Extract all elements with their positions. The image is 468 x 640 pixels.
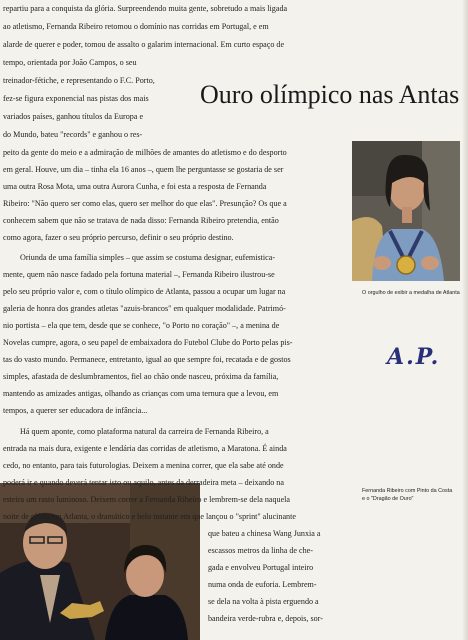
text-line: esteira um rasto luminoso. Deixem correr a Fernanda Ribeiro e lembrem-se dela naquela <box>3 495 290 504</box>
athlete-medal-photo <box>352 141 460 281</box>
signature-logo: A.P. <box>387 344 441 370</box>
text-line: escassos metros da linha de che- <box>208 546 313 555</box>
text-line: uma outra Rosa Mota, uma outra Aurora Cunha, e foi esta a resposta de Fernanda <box>3 182 267 191</box>
text-line: pelo seu próprio valor e, com o título olímpico de Atlanta, passou a ocupar um lugar na <box>3 287 286 296</box>
caption-bottom-2: e o "Dragão de Ouro" <box>362 496 414 502</box>
text-line: tas do vasto mundo. Permanece, entretanto, igual ao que sempre foi, recatada e de gostos <box>3 355 291 364</box>
text-line: conhecem sabem que não se tratava de nada disso: Fernanda Ribeiro pretendia, então <box>3 216 279 225</box>
text-line: noite de glória em Atlanta, o dramático e belo instante em que lançou o "sprint" alucinante <box>3 512 296 521</box>
text-line: mente, quem não nasce fadado pela fortuna material –, Fernanda Ribeiro ilustrou-se <box>3 270 275 279</box>
text-line: que bateu a chinesa Wang Junxia a <box>208 529 321 538</box>
text-line: repartiu para a conquista da glória. Surpreendendo muita gente, sobretudo a mais ligada <box>3 4 288 13</box>
text-line: fez-se figura exponencial nas pistas dos mais <box>3 94 149 103</box>
page-edge <box>462 0 468 640</box>
text-line: alarde de querer e poder, tomou de assalto o galarim internacional. Em curto espaço de <box>3 40 285 49</box>
text-line: poderá ir e quando deverá tentar isto ou aquilo, antes da derradeira meta – deixando na <box>3 478 284 487</box>
text-line: Ribeiro: "Não quero ser como elas, quero ser melhor do que elas". Presunção? Os que a <box>3 199 287 208</box>
text-line: ao atletismo, Fernanda Ribeiro retomou o domínio nas corridas em Portugal, e em <box>3 22 269 31</box>
text-line: peito da gente do meio e a admiração de milhões de amantes do atletismo e do desporto <box>3 148 287 157</box>
text-line: numa onda de euforia. Lembrem- <box>208 580 317 589</box>
text-line: gada e envolveu Portugal inteiro <box>208 563 314 572</box>
text-line: Novelas cumpre, agora, o seu papel de embaixadora do Futebol Clube do Porto pelas pis- <box>3 338 293 347</box>
headline: Ouro olímpico nas Antas <box>200 80 460 109</box>
text-line: Há quem aponte, como plataforma natural da carreira de Fernanda Ribeiro, a <box>20 427 269 436</box>
text-line: simples, afastada de deslumbramentos, fiel ao chão onde nasceu, próxima da família, <box>3 372 279 381</box>
caption-top: O orgulho de exibir a medalha de Atlanta <box>362 290 460 296</box>
text-line: em geral. Houve, um dia – tinha ela 16 anos –, quem lhe perguntasse se gostaria de ser <box>3 165 284 174</box>
text-line: tempo, orientada por João Campos, o seu <box>3 58 137 67</box>
text-line: galeria de honra dos grandes atletas "azuis-brancos" em qualquer modalidade. Patrimó- <box>3 304 286 313</box>
text-line: como agora, fazer o seu próprio percurso, definir o seu próprio destino. <box>3 233 234 242</box>
text-line: variados países, ganhou títulos da Europa e <box>3 112 144 121</box>
text-line: Oriunda de uma família simples – que assim se costuma designar, eufemistica- <box>20 253 276 262</box>
text-line: treinador-fétiche, e representando o F.C. Porto, <box>3 76 155 85</box>
text-line: nio portista – ela que tem, desde que se conhece, "o Porto no coração" –, a menina de <box>3 321 280 330</box>
text-line: mantendo as amizades antigas, olhando as crianças com uma ternura que a levou, em <box>3 389 279 398</box>
text-line: entrada na mais dura, exigente e lendária das corridas de atletismo, a Maratona. É ainda <box>3 444 287 453</box>
text-line: se dela na volta à pista erguendo a <box>208 597 319 606</box>
caption-bottom-1: Fernanda Ribeiro com Pinto da Costa <box>362 488 453 494</box>
text-line: cedo, no entanto, para tais futurologias. Deixem a menina correr, que ela sabe até onde <box>3 461 284 470</box>
text-line: bandeira verde-rubra e, depois, sor- <box>208 614 323 623</box>
text-line: do Mundo, bateu "records" e ganhou o res- <box>3 130 143 139</box>
text-line: tempos, a querer ser educadora de infância... <box>3 406 148 415</box>
